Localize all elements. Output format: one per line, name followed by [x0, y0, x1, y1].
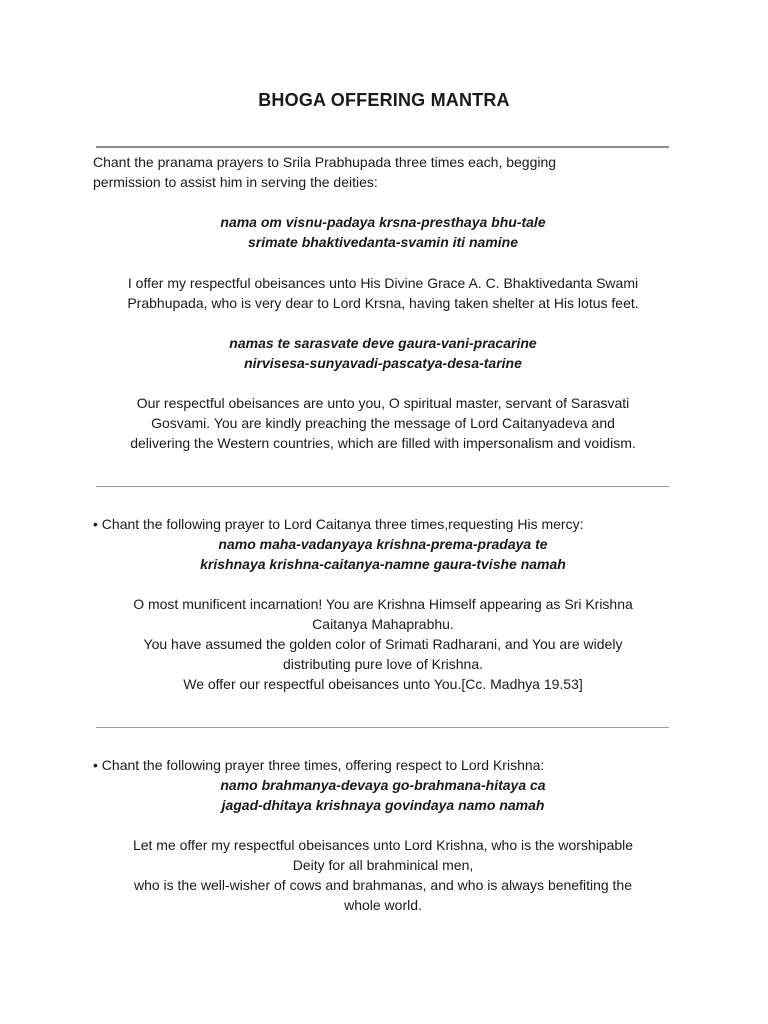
- translation-sarasvati: [93, 393, 673, 453]
- translation-krishna: [93, 835, 673, 915]
- translation-line: You have assumed the golden color of Srimati Radharani, and You are widely: [143, 636, 623, 652]
- intro-line: Chant the pranama prayers to Srila Prabhupada three times each, begging: [93, 154, 557, 170]
- mantra-line: nirvisesa-sunyavadi-pascatya-desa-tarine: [244, 355, 522, 371]
- translation-line: Caitanya Mahaprabhu.: [312, 616, 454, 632]
- mantra-line: namas te sarasvate deve gaura-vani-pracarine: [229, 335, 537, 351]
- translation-line: O most munificent incarnation! You are Krishna Himself appearing as Sri Krishna: [133, 596, 633, 612]
- translation-line: delivering the Western countries, which are filled with impersonalism and voidism.: [130, 435, 636, 451]
- mantra-line: jagad-dhitaya krishnaya govindaya namo namah: [221, 797, 545, 813]
- page-title: BHOGA OFFERING MANTRA: [258, 90, 510, 110]
- divider: [96, 727, 669, 728]
- translation-line: Let me offer my respectful obeisances unto Lord Krishna, who is the worshipable: [132, 837, 634, 853]
- translation-line: Prabhupada, who is very dear to Lord Krsna, having taken shelter at His lotus feet.: [127, 295, 639, 311]
- section1-intro: [93, 152, 673, 192]
- translation-line: Our respectful obeisances are unto you, O spiritual master, servant of Sarasvati: [136, 395, 630, 411]
- translation-line: distributing pure love of Krishna.: [283, 656, 483, 672]
- mantra-line: nama om visnu-padaya krsna-presthaya bhu-tale: [220, 214, 546, 230]
- translation-line: We offer our respectful obeisances unto You.[Cc. Madhya 19.53]: [183, 676, 583, 692]
- translation-line: whole world.: [344, 897, 422, 913]
- intro-line: • Chant the following prayer three times, offering respect to Lord Krishna:: [93, 757, 545, 773]
- mantra-caitanya: [93, 534, 673, 574]
- translation-line: who is the well-wisher of cows and brahmanas, and who is always benefiting the: [133, 877, 633, 893]
- intro-line: permission to assist him in serving the deities:: [93, 174, 378, 190]
- divider: [96, 486, 669, 487]
- mantra-line: namo brahmanya-devaya go-brahmana-hitaya ca: [220, 777, 546, 793]
- mantra-sarasvati: [93, 333, 673, 373]
- translation-prabhupada: [93, 273, 673, 313]
- section3-intro: [93, 755, 673, 775]
- divider: [96, 146, 669, 148]
- translation-line: Deity for all brahminical men,: [292, 857, 474, 873]
- translation-caitanya: [93, 594, 673, 694]
- mantra-prabhupada: [93, 212, 673, 252]
- translation-line: Gosvami. You are kindly preaching the message of Lord Caitanyadeva and: [151, 415, 615, 431]
- intro-line: • Chant the following prayer to Lord Caitanya three times,requesting His mercy:: [93, 516, 584, 532]
- mantra-line: srimate bhaktivedanta-svamin iti namine: [248, 234, 518, 250]
- mantra-line: namo maha-vadanyaya krishna-prema-pradaya te: [218, 536, 548, 552]
- mantra-krishna: [93, 775, 673, 815]
- translation-line: I offer my respectful obeisances unto His Divine Grace A. C. Bhaktivedanta Swami: [127, 275, 639, 291]
- section2-intro: [93, 514, 673, 534]
- mantra-line: krishnaya krishna-caitanya-namne gaura-tvishe namah: [200, 556, 566, 572]
